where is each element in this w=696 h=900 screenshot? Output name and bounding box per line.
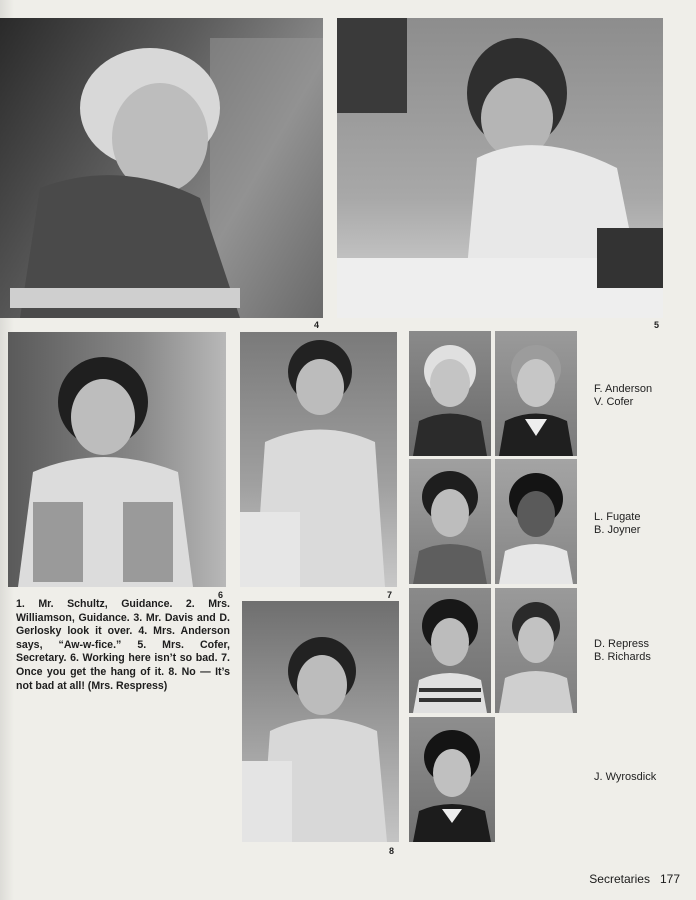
page-footer xyxy=(589,872,680,886)
name-b-richards: B. Richards xyxy=(594,651,651,663)
photo-7-get-the-hang xyxy=(240,332,397,587)
names-row-3 xyxy=(594,638,651,664)
photo-number-6: 6 xyxy=(218,590,224,600)
photo-number-7: 7 xyxy=(387,590,393,600)
name-v-cofer: V. Cofer xyxy=(594,396,634,408)
name-l-fugate: L. Fugate xyxy=(594,511,641,523)
portrait-b-joyner xyxy=(495,459,577,584)
name-j-wyrosdick: J. Wyrosdick xyxy=(594,771,657,783)
section-title: Secretaries xyxy=(589,872,650,886)
photo-captions: 1. Mr. Schultz, Guidance. 2. Mrs. Williamson, Guidance. 3. Mr. Davis and D. Gerlosky look it over. 4. Mrs. Anderson says, “Aw-w-fice.” 5. Mrs. Cofer, Secretary. 6. Working here isn’t so bad. 7. Once you get the hang of it. 8. No — It’s not bad at all! (Mrs. Respress) xyxy=(16,598,230,692)
portrait-b-richards xyxy=(495,588,577,713)
photo-number-4: 4 xyxy=(314,320,320,330)
photo-number-5: 5 xyxy=(654,320,660,330)
photo-4-mrs-anderson xyxy=(0,18,323,318)
page-number: 177 xyxy=(659,872,680,886)
photo-8-mrs-respress xyxy=(242,601,399,842)
portrait-l-fugate xyxy=(409,459,491,584)
name-d-repress: D. Repress xyxy=(594,638,650,650)
names-row-1 xyxy=(594,383,652,409)
photo-5-mrs-cofer xyxy=(337,18,663,318)
names-row-2 xyxy=(594,511,640,537)
portrait-d-repress xyxy=(409,588,491,713)
portrait-v-cofer xyxy=(495,331,577,456)
name-f-anderson: F. Anderson xyxy=(594,383,653,395)
portrait-f-anderson xyxy=(409,331,491,456)
names-row-4 xyxy=(594,771,656,784)
photo-number-8: 8 xyxy=(389,846,395,856)
photo-6-working-here xyxy=(8,332,226,587)
portrait-j-wyrosdick xyxy=(409,717,495,842)
name-b-joyner: B. Joyner xyxy=(594,524,641,536)
